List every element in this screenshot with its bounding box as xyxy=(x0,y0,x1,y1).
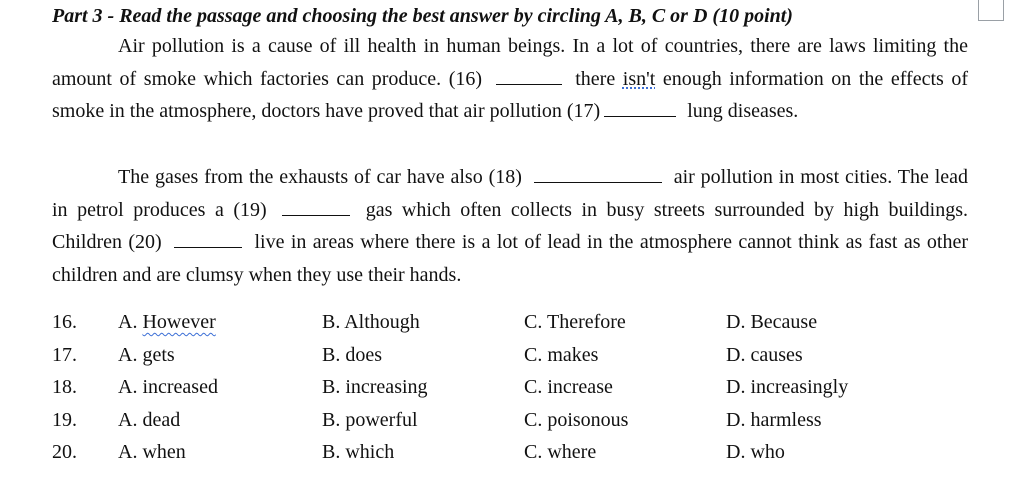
option-b[interactable]: B. does xyxy=(322,343,382,366)
blank-18[interactable] xyxy=(534,168,662,183)
question-row xyxy=(52,436,952,469)
p1-text-4: lung diseases. xyxy=(687,100,799,122)
question-row xyxy=(52,306,952,339)
p2-text-4: live in areas where there is a lot of lead in the atmosphere cannot think as fast as other children and are clumsy when they use their hands. xyxy=(52,231,969,286)
blank-16[interactable] xyxy=(496,70,562,85)
option-a-word: However xyxy=(142,311,216,333)
page-corner-marker xyxy=(978,0,1004,21)
option-b[interactable]: B. increasing xyxy=(322,376,428,399)
question-number: 18. xyxy=(52,376,77,399)
blank-20[interactable] xyxy=(174,233,242,248)
question-number: 19. xyxy=(52,408,77,431)
question-number: 17. xyxy=(52,343,77,366)
option-d[interactable]: D. Because xyxy=(726,311,818,333)
question-number: 16. xyxy=(52,311,77,333)
passage-paragraph-2 xyxy=(52,161,968,291)
p1-text-2: there xyxy=(575,67,616,90)
grammar-flag-word: isn't xyxy=(622,67,656,90)
question-number: 20. xyxy=(52,441,77,464)
option-a[interactable]: A. gets xyxy=(118,343,175,366)
option-b[interactable]: B. which xyxy=(322,441,395,464)
question-row xyxy=(52,339,952,372)
p2-text-2: air pollution in most cities. The lead in petrol produces a (19) xyxy=(52,166,969,221)
option-d[interactable]: D. who xyxy=(726,441,785,464)
p2-text-3: gas which often collects in busy streets surrounded by high buildings. Children (20) xyxy=(52,198,968,253)
p2-text-1: The gases from the exhausts of car have also (18) xyxy=(118,166,522,188)
question-row xyxy=(52,404,952,437)
p1-text-1: Air pollution is a cause of ill health in human beings. In a lot of countries, there are laws limiting the amount of smoke which factories can produce. (16) xyxy=(52,35,968,90)
option-b[interactable]: B. powerful xyxy=(322,408,418,431)
p1-text-3: enough information on the effects of smoke in the atmosphere, doctors have proved that air pollution (17) xyxy=(52,67,969,122)
blank-19[interactable] xyxy=(282,201,350,216)
option-c[interactable]: C. poisonous xyxy=(524,408,629,431)
blank-17[interactable] xyxy=(604,102,676,117)
option-c[interactable]: C. increase xyxy=(524,376,613,399)
option-a[interactable]: A. increased xyxy=(118,376,218,399)
question-row xyxy=(52,371,952,404)
section-title: Part 3 - Read the passage and choosing the best answer by circling A, B, C or D (10 point) xyxy=(52,5,793,27)
option-d[interactable]: D. harmless xyxy=(726,408,822,431)
option-a[interactable]: A. dead xyxy=(118,408,181,431)
option-a[interactable] xyxy=(118,306,216,339)
option-b[interactable]: B. Although xyxy=(322,311,420,333)
option-c[interactable]: C. Therefore xyxy=(524,311,626,333)
answer-options xyxy=(52,306,952,469)
option-c[interactable]: C. where xyxy=(524,441,597,464)
option-a[interactable]: A. when xyxy=(118,441,186,464)
option-c[interactable]: C. makes xyxy=(524,343,599,366)
passage-paragraph-1 xyxy=(52,30,968,128)
option-d[interactable]: D. causes xyxy=(726,343,803,366)
option-d[interactable]: D. increasingly xyxy=(726,376,849,399)
option-prefix: A. xyxy=(118,311,143,333)
